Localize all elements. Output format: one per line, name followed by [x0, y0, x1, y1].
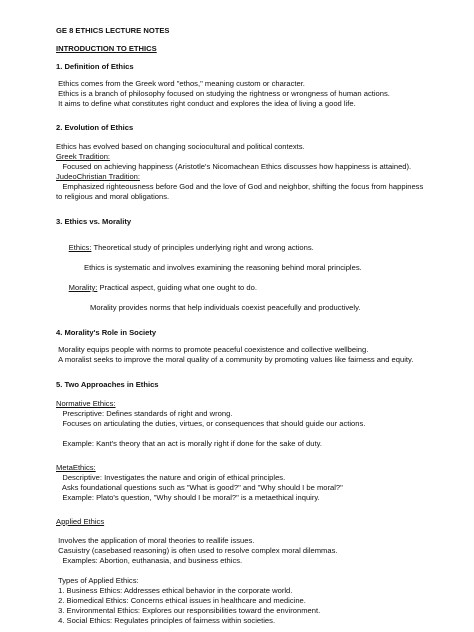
normative-ethics-label: Normative Ethics: — [56, 399, 116, 408]
s1-line-2: Ethics is a branch of philosophy focused on studying the rightness or wrongness of human actions. — [56, 89, 390, 98]
ethics-more: Ethics is systematic and involves examining the reasoning behind moral principles. — [84, 263, 362, 272]
meta-line-3: Example: Plato's question, "Why should I be moral?" is a metaethical inquiry. — [56, 493, 320, 502]
section-1-heading: 1. Definition of Ethics — [56, 62, 134, 71]
normative-line-1: Prescriptive: Defines standards of right and wrong. — [56, 409, 233, 418]
list-item: 4. Social Ethics: Regulates principles of fairness within societies. — [56, 616, 276, 625]
list-item: 2. Biomedical Ethics: Concerns ethical issues in healthcare and medicine. — [56, 596, 306, 605]
s1-line-1: Ethics comes from the Greek word "ethos," meaning custom or character. — [56, 79, 305, 88]
morality-more: Morality provides norms that help individuals coexist peacefully and productively. — [90, 303, 361, 312]
section-3-heading: 3. Ethics vs. Morality — [56, 217, 132, 226]
meta-line-1: Descriptive: Investigates the nature and origin of ethical principles. — [56, 473, 286, 482]
types-heading: Types of Applied Ethics: — [56, 576, 139, 585]
greek-tradition-text: Focused on achieving happiness (Aristotle's Nicomachean Ethics discusses how happiness is attained). — [56, 162, 412, 171]
list-item: 1. Business Ethics: Addresses ethical behavior in the corporate world. — [56, 586, 293, 595]
applied-line-1: Involves the application of moral theories to reallife issues. — [56, 536, 255, 545]
greek-tradition-label: Greek Tradition: — [56, 152, 111, 161]
s2-line-1: Ethics has evolved based on changing sociocultural and political contexts. — [56, 142, 305, 151]
doc-subtitle: INTRODUCTION TO ETHICS — [56, 44, 157, 53]
normative-line-3: Example: Kant's theory that an act is morally right if done for the sake of duty. — [56, 439, 322, 448]
morality-def-text: Practical aspect, guiding what one ought to do. — [97, 283, 257, 292]
section-2-heading: 2. Evolution of Ethics — [56, 123, 134, 132]
applied-line-2: Casuistry (casebased reasoning) is often used to resolve complex moral dilemmas. — [56, 546, 338, 555]
section-4-heading: 4. Morality's Role in Society — [56, 328, 157, 337]
ethics-label: Ethics: — [68, 243, 92, 252]
judeo-christian-text: Emphasized righteousness before God and the love of God and neighbor, shifting the focus from happiness to religious and moral obligations. — [56, 182, 426, 201]
ethics-definition — [56, 233, 436, 263]
meta-line-2: Asks foundational questions such as "What is good?" and "Why should I be moral?" — [56, 483, 343, 492]
s4-line-2: A moralist seeks to improve the moral quality of a community by promoting values like fairness and equity. — [56, 355, 414, 364]
s4-line-1: Morality equips people with norms to promote peaceful coexistence and collective wellbeing. — [56, 345, 369, 354]
section-5-heading: 5. Two Approaches in Ethics — [56, 380, 159, 389]
document-content — [56, 26, 436, 626]
normative-line-2: Focuses on articulating the duties, virtues, or consequences that should guide our actions. — [56, 419, 366, 428]
doc-title: GE 8 ETHICS LECTURE NOTES — [56, 26, 170, 35]
list-item: 3. Environmental Ethics: Explores our responsibilities toward the environment. — [56, 606, 321, 615]
judeo-christian-label: JudeoChristian Tradition: — [56, 172, 140, 181]
s1-line-3: It aims to define what constitutes right conduct and explores the idea of living a good life. — [56, 99, 356, 108]
meta-ethics-label: MetaEthics: — [56, 463, 96, 472]
morality-label: Morality: — [68, 283, 98, 292]
applied-line-3: Examples: Abortion, euthanasia, and business ethics. — [56, 556, 243, 565]
applied-ethics-label: Applied Ethics — [56, 517, 105, 526]
morality-definition — [56, 273, 436, 303]
ethics-def-text: Theoretical study of principles underlying right and wrong actions. — [91, 243, 314, 252]
